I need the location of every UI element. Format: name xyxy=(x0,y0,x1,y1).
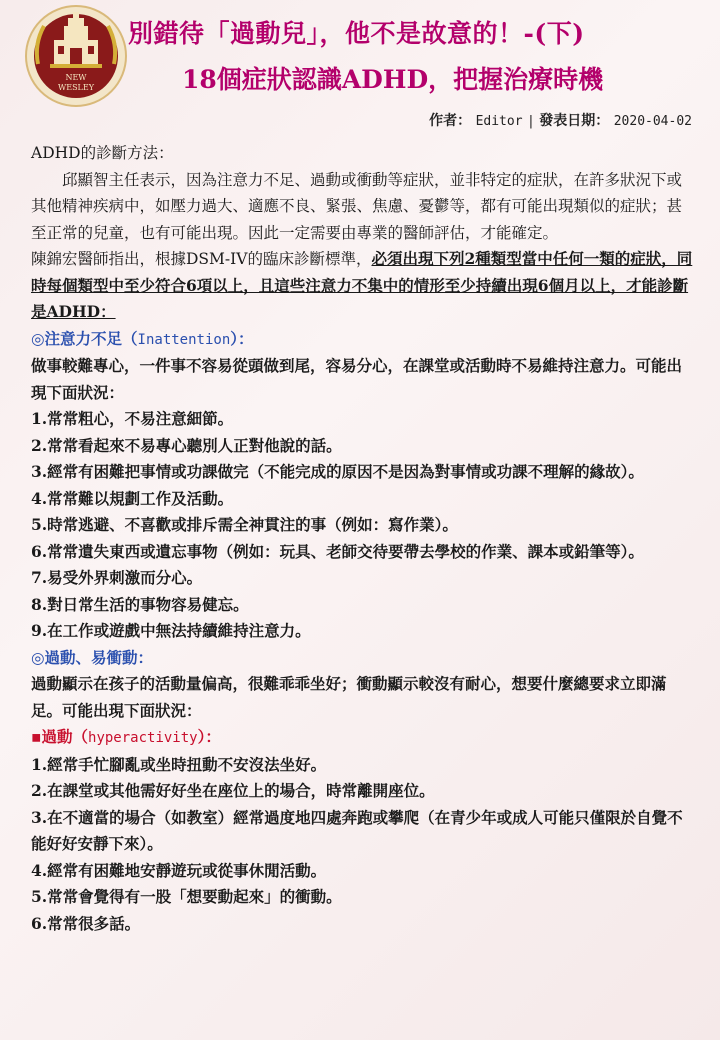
hyper-sub-en: hyperactivity xyxy=(88,730,198,746)
hyper-item: 3.在不適當的場合（如教室）經常過度地四處奔跑或攀爬（在青少年或成人可能只僅限於自覺不能好好安靜下來）。 xyxy=(31,807,683,853)
publish-date: 2020-04-02 xyxy=(613,114,692,129)
inattention-heading xyxy=(31,326,696,354)
diagnosis-paragraph-2 xyxy=(31,246,696,326)
logo-text-top: NEW xyxy=(65,73,87,82)
inattention-item: 9.在工作或遊戲中無法持續維持注意力。 xyxy=(31,621,311,640)
inattention-item: 2.常常看起來不易專心聽別人正對他說的話。 xyxy=(31,435,342,455)
inattention-item: 7.易受外界刺激而分心。 xyxy=(31,568,203,587)
article-meta xyxy=(429,110,692,130)
logo-text-bottom: WESLEY xyxy=(58,83,94,92)
p2-criteria: 必須出現下列2種類型當中任何一類的症狀，同時每個類型中至少符合6項以上，且這些注意力不集中的情形至少持續出現6個月以上，才能診斷是 xyxy=(31,249,693,321)
hyper-item: 1.經常手忙腳亂或坐時扭動不安沒法坐好。 xyxy=(31,754,327,774)
hyper-sub-prefix: ▪過動（ xyxy=(31,727,89,746)
article-title-line2: 18個症狀認識ADHD，把握治療時機 xyxy=(182,65,604,94)
hyper-item: 4.經常有困難地安靜遊玩或從事休閒活動。 xyxy=(31,860,327,880)
inattention-heading-suffix: ）： xyxy=(230,328,254,348)
hyper-item: 2.在課堂或其他需好好坐在座位上的場合，時常離開座位。 xyxy=(31,781,435,800)
p2-start: 陳錦宏醫師指出，根據DSM-IV的臨床診斷標準， xyxy=(31,250,372,268)
meta-separator: | xyxy=(526,114,535,129)
diagnosis-paragraph-1: 邱顯智主任表示，因為注意力不足、過動或衝動等症狀，並非特定的症狀，在許多狀況下或其他精神疾病中，如壓力過大、適應不良、緊張、焦慮、憂鬱等，都有可能出現類似的症狀；甚至正常的兒童，也有可能出現。因此一定需要由專業的醫師評估，才能確定。 xyxy=(31,170,683,242)
inattention-intro: 做事較難專心，一件事不容易從頭做到尾，容易分心，在課堂或活動時不易維持注意力。可能出現下面狀況： xyxy=(31,356,683,402)
inattention-heading-prefix: ◎注意力不足（ xyxy=(31,328,138,348)
inattention-heading-en: Inattention xyxy=(137,331,231,348)
hyperactivity-subheading xyxy=(31,724,696,752)
article-title-line1: 別錯待「過動兒」，他不是故意的！-(下) xyxy=(128,19,585,48)
inattention-item: 5.時常逃避、不喜歡或排斥需全神貫注的事（例如：寫作業）。 xyxy=(31,515,458,534)
inattention-item: 8.對日常生活的事物容易健忘。 xyxy=(31,594,249,614)
hyper-heading: ◎過動、易衝動： xyxy=(31,647,154,667)
hyper-sub-suffix: ）： xyxy=(197,727,221,746)
date-label: 發表日期： xyxy=(539,113,610,129)
hyper-item: 6.常常很多話。 xyxy=(31,913,141,933)
article-body xyxy=(31,140,696,937)
diagnosis-heading: ADHD的診斷方法： xyxy=(31,144,174,162)
hyper-item: 5.常常會覺得有一股「想要動起來」的衝動。 xyxy=(31,887,342,906)
hyper-intro: 過動顯示在孩子的活動量偏高，很難乖乖坐好；衝動顯示較沒有耐心，想要什麼總要求立即滿足。可能出現下面狀況： xyxy=(31,674,667,720)
inattention-item: 6.常常遺失東西或遺忘事物（例如：玩具、老師交待要帶去學校的作業、課本或鉛筆等）。 xyxy=(31,541,644,561)
inattention-item: 4.常常難以規劃工作及活動。 xyxy=(31,488,234,508)
inattention-item: 3.經常有困難把事情或功課做完（不能完成的原因不是因為對事情或功課不理解的緣故）。 xyxy=(31,462,644,481)
author-label: 作者： xyxy=(429,113,472,129)
inattention-item: 1.常常粗心，不易注意細節。 xyxy=(31,409,234,428)
author-name[interactable]: Editor xyxy=(475,114,523,129)
p2-end: ADHD： xyxy=(46,302,116,321)
new-wesley-logo xyxy=(24,4,128,108)
